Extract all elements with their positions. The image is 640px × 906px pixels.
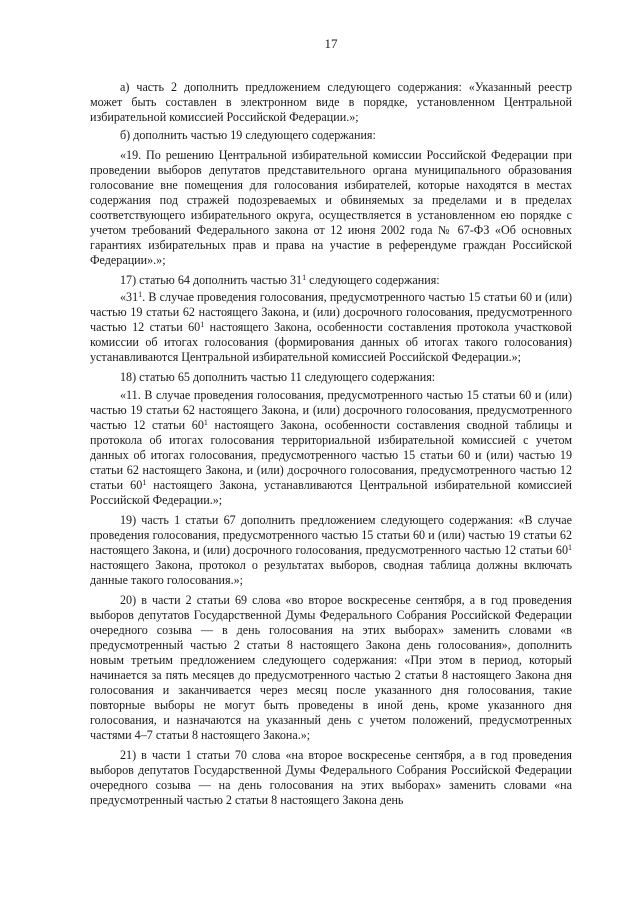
superscript: 1	[138, 290, 143, 299]
text-run: следующего содержания:	[306, 272, 440, 287]
superscript: 1	[200, 320, 205, 329]
superscript: 1	[142, 477, 147, 487]
paragraph-p2	[90, 128, 572, 143]
paragraph-p4	[90, 273, 572, 288]
text-run: 21) в части 1 статьи 70 слова «на второе воскресенье сентября, а в год проведения выборов депутатов Государственной Думы Федерального Собрания Российской Федерации очередного созыва — на день голосования на этих выборах» заменить словами «на предусмотренный частью 2 статьи 8 настоящего Закона день	[90, 747, 572, 807]
paragraph-p6	[90, 370, 572, 385]
superscript: 1	[302, 272, 307, 282]
paragraph-p3	[90, 148, 572, 268]
text-run: 20) в части 2 статьи 69 слова «во второе воскресенье сентября, а в год проведения выборов депутатов Государственной Думы Федерального Собрания Российской Федерации очередного созыва — в день голосования на этих выборах» заменить словами «в предусмотренный частью 2 статьи 8 настоящего Закона день голосования», дополнить новым третьим предложением следующего содержания: «При этом в период, который начинается за пять месяцев до предусмотренного частью 2 статьи 8 настоящего Закона дня голосования и заканчивается через месяц после указанного дня голосования, такие повторные выборы не могут быть проведены в иной день, кроме указанного дня голосования, и назначаются на указанный день с учетом положений, предусмотренных частями 4–7 статьи 8 настоящего Закона.»;	[90, 592, 572, 742]
paragraph-p1	[90, 80, 572, 125]
text-run: а) часть 2 дополнить предложением следующего содержания: «Указанный реестр может быть составлен в электронном виде в порядке, установленном Центральной избирательной комиссией Российской Федерации.»;	[90, 80, 572, 124]
paragraph-p7	[90, 388, 572, 508]
text-run: 18) статью 65 дополнить частью 11 следующего содержания:	[120, 370, 436, 384]
paragraph-p8	[90, 513, 572, 588]
text-run: «31	[120, 290, 139, 304]
text-run: 17) статью 64 дополнить частью 31	[120, 272, 303, 287]
text-run: б) дополнить частью 19 следующего содержания:	[120, 127, 376, 142]
text-run: настоящего Закона, протокол о результатах выборов, сводная таблица должны включать данные такого голосования.»;	[90, 557, 572, 587]
page-number: 17	[324, 36, 338, 51]
document-body	[90, 80, 572, 808]
paragraph-p9	[90, 593, 572, 743]
text-run: настоящего Закона, особенности составления сводной таблицы и протокола об итогах голосования территориальной избирательной комиссией с учетом данных об итогах голосования, предусмотренного частью 15 статьи 60 и (или) частью 19 статьи 62 настоящего Закона, и (или) досрочного голосования, предусмотренного частью 12 статьи 60	[90, 417, 572, 492]
text-run: 19) часть 1 статьи 67 дополнить предложением следующего содержания: «В случае проведения голосования, предусмотренного частью 15 статьи 60 и (или) частью 19 статьи 62 настоящего Закона, и (или) досрочного голосования, предусмотренного частью 12 статьи 60	[90, 512, 572, 557]
text-run: «11. В случае проведения голосования, предусмотренного частью 15 статьи 60 и (или) частью 19 статьи 62 настоящего Закона, и (или) досрочного голосования, предусмотренного частью 12 статьи 60	[90, 387, 572, 432]
superscript: 1	[203, 417, 208, 427]
text-run: настоящего Закона, устанавливаются Центральной избирательной комиссией Российской Федерации.»;	[90, 477, 572, 507]
text-run: . В случае проведения голосования, предусмотренного частью 15 статьи 60 и (или) частью 19 статьи 62 настоящего Закона, и (или) досрочного голосования, предусмотренного частью 12 статьи 60	[90, 290, 572, 334]
superscript: 1	[568, 542, 572, 552]
text-run: настоящего Закона, особенности составления протокола участковой комиссии об итогах голосования (формирования данных об итогах такого голосования) устанавливаются Центральной избирательной комиссией Российской Федерации.»;	[90, 320, 572, 364]
paragraph-p5	[90, 290, 572, 365]
paragraph-p10	[90, 748, 572, 808]
text-run: «19. По решению Центральной избирательной комиссии Российской Федерации при проведении выборов депутатов представительного органа муниципального образования голосование вне помещения для голосования избирателей, которые находятся в местах содержания под стражей подозреваемых и обвиняемых за пределами и в пределах соответствующего избирательного округа, осуществляется в установленном ею порядке с учетом требований Федерального закона от 12 июня 2002 года № 67-ФЗ «Об основных гарантиях избирательных прав и права на участие в референдуме граждан Российской Федерации».»;	[90, 147, 572, 267]
